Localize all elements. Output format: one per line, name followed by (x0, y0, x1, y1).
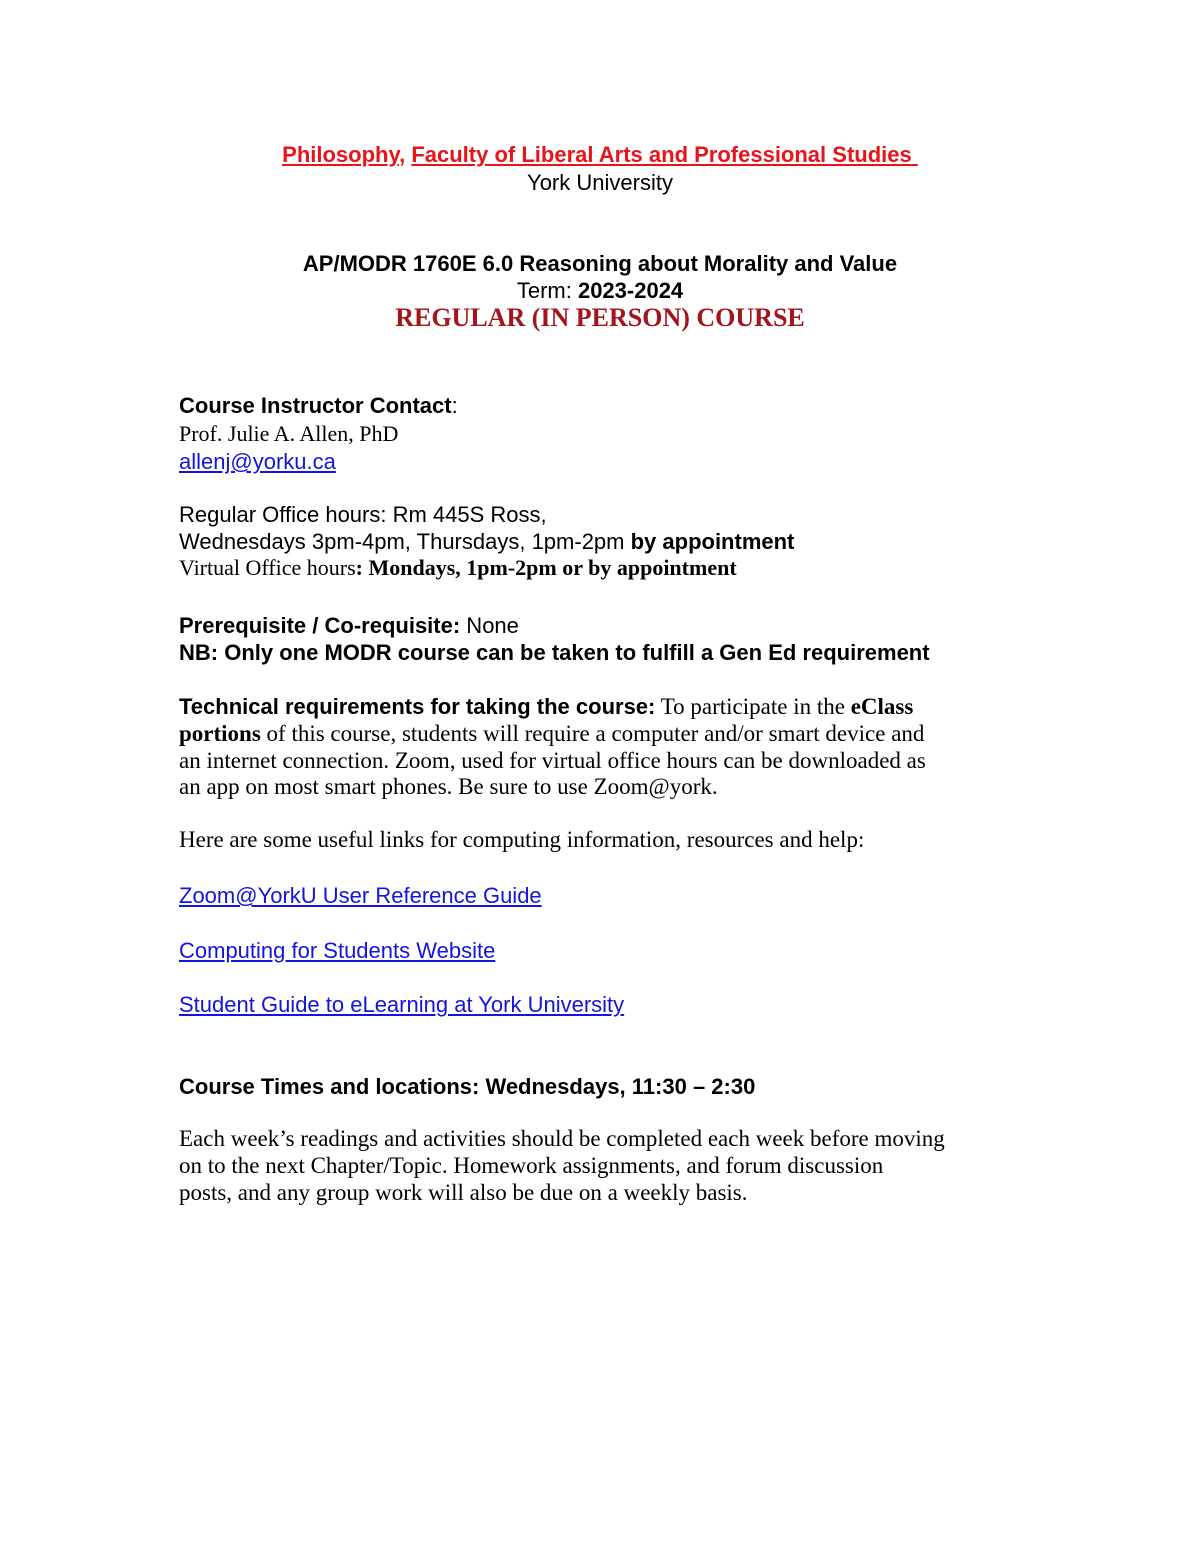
regular-office-hours: Regular Office hours: Rm 445S Ross, (179, 502, 547, 527)
term-label: Term: (516, 278, 578, 303)
gen-ed-note: NB: Only one MODR course can be taken to fulfill a Gen Ed requirement (179, 640, 930, 665)
weekly-line-2: on to the next Chapter/Topic. Homework assignments, and forum discussion (179, 1153, 884, 1178)
virtual-office-hours (179, 555, 737, 581)
technical-text-1: To participate in the (655, 694, 851, 719)
term-line (0, 278, 1200, 304)
technical-line-3: an internet connection. Zoom, used for virtual office hours can be downloaded as (179, 748, 926, 773)
department-name: Philosophy (282, 142, 400, 167)
virtual-office-hours-value: : Mondays, 1pm-2pm or by appointment (355, 555, 737, 580)
instructor-heading-line (179, 393, 458, 419)
prerequisite-label: Prerequisite / Co-requisite: (179, 613, 461, 638)
links-intro: Here are some useful links for computing information, resources and help: (179, 827, 865, 852)
faculty-name: Faculty of Liberal Arts and Professional Studies (411, 142, 912, 167)
weekly-line-3: posts, and any group work will also be due on a weekly basis. (179, 1180, 748, 1205)
course-times-label: Course Times and locations: (179, 1074, 480, 1099)
department-comma: , (399, 142, 406, 167)
course-format-banner: REGULAR (IN PERSON) COURSE (395, 303, 805, 332)
instructor-email-link[interactable]: allenj@yorku.ca (179, 449, 336, 474)
instructor-heading: Course Instructor Contact (179, 393, 452, 418)
office-hours-appointment: by appointment (630, 529, 795, 554)
technical-line-1 (179, 694, 913, 720)
virtual-office-hours-label: Virtual Office hours (179, 555, 356, 580)
term-value: 2023-2024 (577, 278, 684, 303)
technical-label: Technical requirements for taking the course: (179, 694, 656, 719)
instructor-heading-colon: : (451, 393, 458, 418)
computing-students-link[interactable]: Computing for Students Website (179, 938, 496, 963)
university-name: York University (527, 170, 673, 195)
course-times-line (179, 1074, 755, 1100)
technical-line-2 (179, 721, 924, 747)
prerequisite-line (179, 613, 519, 639)
office-hours-days: Wednesdays 3pm-4pm, Thursdays, 1pm-2pm (179, 529, 631, 554)
technical-portions: portions (179, 721, 261, 746)
course-code-title: AP/MODR 1760E 6.0 Reasoning about Morality and Value (302, 251, 898, 276)
weekly-line-1: Each week’s readings and activities should be completed each week before moving (179, 1126, 945, 1151)
technical-eclass: eClass (850, 694, 914, 719)
technical-line-4: an app on most smart phones. Be sure to use Zoom@york. (179, 774, 718, 799)
prerequisite-value: None (460, 613, 519, 638)
instructor-name: Prof. Julie A. Allen, PhD (179, 421, 399, 446)
course-times-value: Wednesdays, 11:30 – 2:30 (479, 1074, 756, 1099)
technical-text-2: of this course, students will require a computer and/or smart device and (260, 721, 925, 746)
department-heading (0, 142, 1200, 168)
zoom-guide-link[interactable]: Zoom@YorkU User Reference Guide (179, 883, 542, 908)
elearning-guide-link[interactable]: Student Guide to eLearning at York University (179, 992, 625, 1017)
office-hours-times (179, 529, 794, 555)
